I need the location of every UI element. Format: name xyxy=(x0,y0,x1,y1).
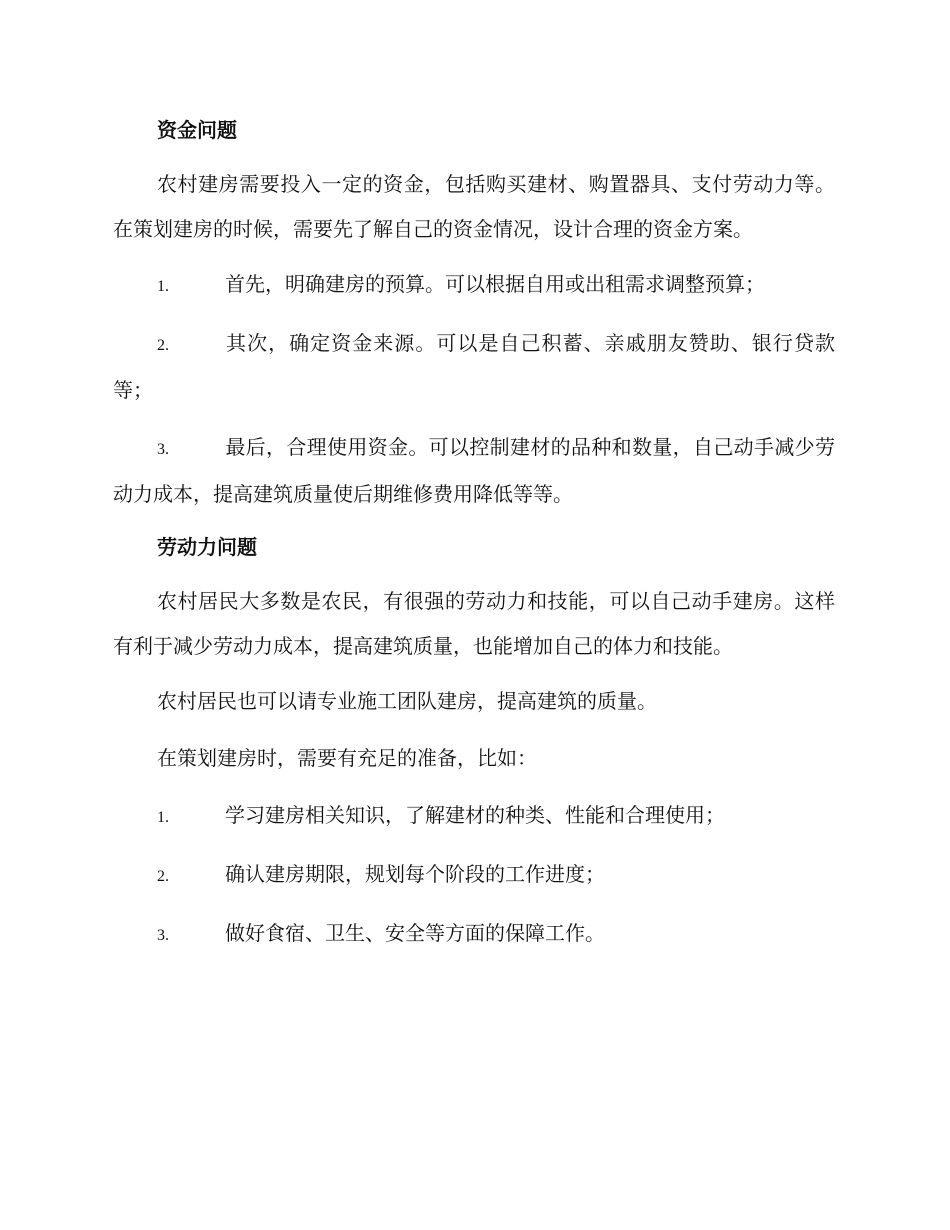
list-number: 3. xyxy=(157,927,169,944)
labor-paragraph: 在策划建房时，需要有充足的准备，比如： xyxy=(157,746,537,770)
funding-list-item xyxy=(113,321,835,413)
list-item-text: 做好食宿、卫生、安全等方面的保障工作。 xyxy=(225,921,605,945)
list-number: 2. xyxy=(157,868,169,885)
list-item-text: 确认建房期限，规划每个阶段的工作进度； xyxy=(225,862,605,886)
list-item-text: 最后，合理使用资金。可以控制建材的品种和数量，自己动手减少劳动力成本，提高建筑质量使后期维修费用降低等等。 xyxy=(113,435,835,506)
funding-intro-paragraph: 农村建房需要投入一定的资金，包括购买建材、购置器具、支付劳动力等。在策划建房的时候，需要先了解自己的资金情况，设计合理的资金方案。 xyxy=(113,172,835,241)
labor-paragraph: 农村居民大多数是农民，有很强的劳动力和技能，可以自己动手建房。这样有利于减少劳动力成本，提高建筑质量，也能增加自己的体力和技能。 xyxy=(113,589,835,658)
list-item-text: 其次，确定资金来源。可以是自己积蓄、亲戚朋友赞助、银行贷款等； xyxy=(113,331,835,402)
funding-list-item xyxy=(113,262,835,309)
list-number: 1. xyxy=(157,278,169,295)
list-number: 1. xyxy=(157,809,169,826)
document-body xyxy=(113,112,835,970)
labor-list-item xyxy=(113,852,835,899)
list-number: 2. xyxy=(157,337,169,354)
labor-paragraph: 农村居民也可以请专业施工团队建房，提高建筑的质量。 xyxy=(157,689,657,713)
list-item-text: 学习建房相关知识，了解建材的种类、性能和合理使用； xyxy=(225,803,725,827)
labor-list-item xyxy=(113,793,835,840)
list-number: 3. xyxy=(157,441,169,458)
funding-list-item xyxy=(113,425,835,517)
labor-list-item xyxy=(113,911,835,958)
list-item-text: 首先，明确建房的预算。可以根据自用或出租需求调整预算； xyxy=(225,272,765,296)
section-heading-funding: 资金问题 xyxy=(157,118,237,142)
section-heading-labor: 劳动力问题 xyxy=(157,535,257,559)
